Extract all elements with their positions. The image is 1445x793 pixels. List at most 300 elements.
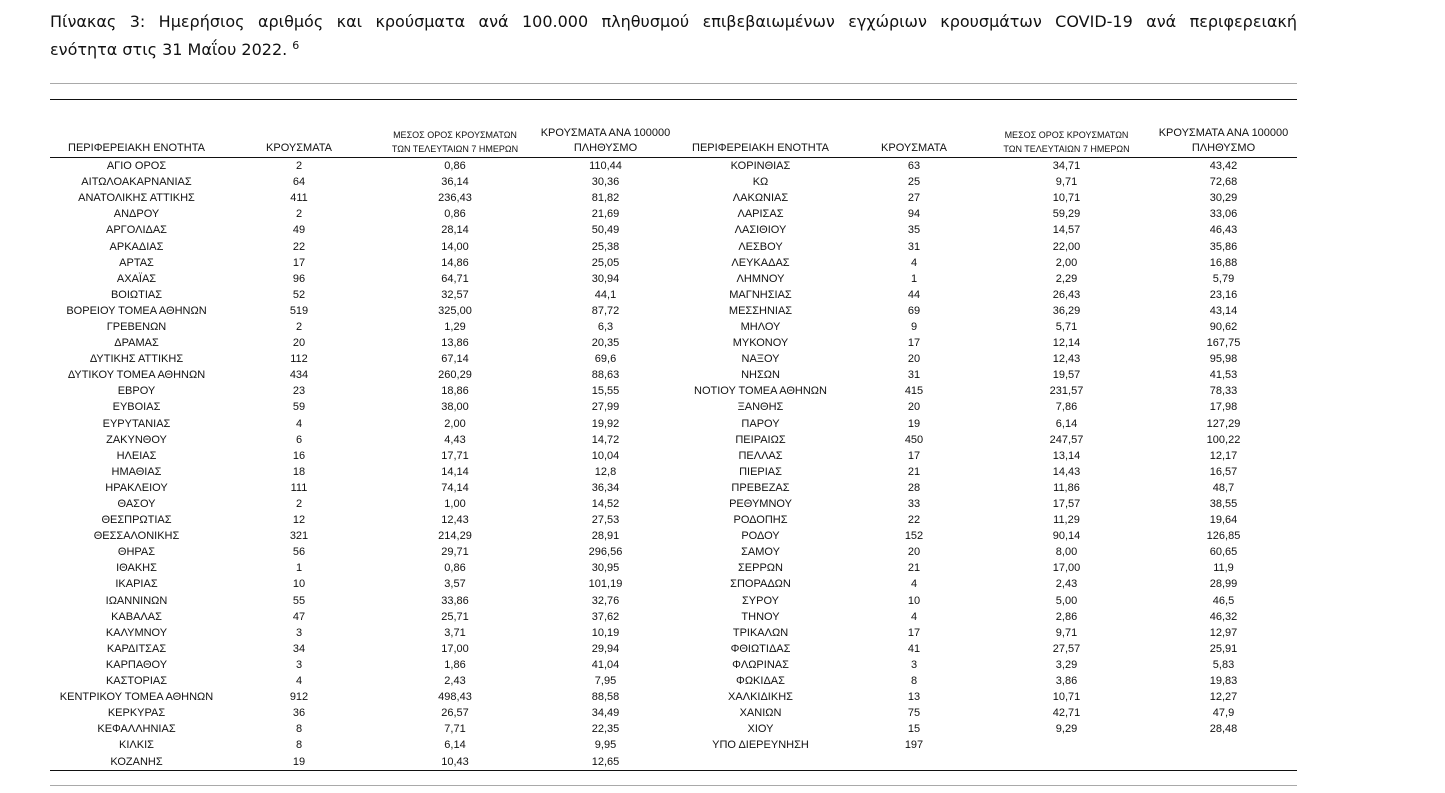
left-avg-7day-cell: 2,43 (444, 675, 466, 688)
left-cases-cell: 20 (292, 337, 306, 350)
table-row (50, 206, 1297, 222)
left-region-cell: ΘΕΣΣΑΛΟΝΙΚΗΣ (93, 530, 180, 543)
left-region-cell: ΚΕΝΤΡΙΚΟΥ ΤΟΜΕΑ ΑΘΗΝΩΝ (59, 691, 214, 704)
left-per-100k-cell: 87,72 (591, 304, 620, 317)
right-per-100k-cell: 41,53 (1209, 369, 1238, 382)
header-cases-left-label: ΚΡΟΥΣΜΑΤΑ (266, 142, 332, 154)
right-cases-cell: 94 (907, 208, 921, 221)
table-row (50, 222, 1297, 238)
right-cases-cell: 20 (907, 401, 921, 414)
table-row (50, 609, 1297, 625)
left-per-100k-cell: 41,04 (591, 658, 620, 671)
right-cases-cell: 28 (907, 481, 921, 494)
left-avg-7day-cell: 4,43 (444, 433, 466, 446)
right-cases-cell: 33 (907, 498, 921, 511)
header-region-left-label: ΠΕΡΙΦΕΡΕΙΑΚΗ ΕΝΟΤΗΤΑ (68, 142, 205, 154)
right-region-cell: ΛΑΚΩΝΙΑΣ (732, 192, 789, 205)
right-per-100k-cell: 46,43 (1209, 224, 1238, 237)
left-region-cell: ΕΒΡΟΥ (117, 385, 156, 398)
right-avg-7day-cell: 22,00 (1052, 240, 1081, 253)
left-region-cell: ΔΡΑΜΑΣ (114, 337, 159, 350)
right-avg-7day-cell: 5,71 (1055, 320, 1078, 333)
right-cases-cell: 4 (910, 256, 918, 269)
right-avg-7day-cell: 2,43 (1055, 578, 1078, 591)
left-region-cell: ΒΟΙΩΤΙΑΣ (110, 288, 163, 301)
left-region-cell: ΑΓΙΟ ΟΡΟΣ (106, 160, 167, 173)
right-avg-7day-cell: 6,14 (1055, 417, 1078, 430)
left-cases-cell: 17 (292, 256, 306, 269)
left-per-100k-cell: 19,92 (591, 417, 620, 430)
left-region-cell: ΔΥΤΙΚΗΣ ΑΤΤΙΚΗΣ (89, 353, 184, 366)
right-per-100k-cell: 33,06 (1209, 208, 1238, 221)
left-region-cell: ΗΡΑΚΛΕΙΟΥ (105, 481, 168, 494)
left-region-cell: ΙΩΑΝΝΙΝΩΝ (105, 594, 168, 607)
left-cases-cell: 47 (292, 610, 306, 623)
table-header-row (50, 124, 1297, 158)
right-cases-cell: 15 (907, 723, 921, 736)
left-region-cell: ΚΟΖΑΝΗΣ (110, 755, 163, 768)
left-per-100k-cell: 14,52 (591, 498, 620, 511)
right-cases-cell: 31 (907, 369, 921, 382)
left-region-cell: ΘΗΡΑΣ (117, 546, 156, 559)
right-avg-7day-cell: 13,14 (1052, 449, 1081, 462)
left-avg-7day-cell: 10,43 (441, 755, 469, 768)
table-row (50, 367, 1297, 383)
right-region-cell: ΛΕΥΚΑΔΑΣ (731, 256, 790, 269)
left-cases-cell: 64 (292, 176, 306, 189)
header-avg7d-right-line1: ΜΕΣΟΣ ΟΡΟΣ ΚΡΟΥΣΜΑΤΩΝ (1004, 130, 1129, 140)
left-cases-cell: 55 (292, 594, 306, 607)
left-per-100k-cell: 28,91 (591, 530, 620, 543)
right-avg-7day-cell: 26,43 (1052, 288, 1081, 301)
table-row (50, 593, 1297, 609)
right-region-cell: ΦΘΙΩΤΙΔΑΣ (730, 642, 791, 655)
right-region-cell: ΣΑΜΟΥ (741, 546, 780, 559)
left-region-cell: ΚΑΣΤΟΡΙΑΣ (105, 675, 168, 688)
left-avg-7day-cell: 14,00 (441, 240, 469, 253)
left-per-100k-cell: 12,8 (594, 465, 617, 478)
left-avg-7day-cell: 38,00 (441, 401, 469, 414)
right-cases-cell: 27 (907, 192, 921, 205)
right-cases-cell: 35 (907, 224, 921, 237)
left-per-100k-cell: 34,49 (591, 707, 620, 720)
right-avg-7day-cell: 10,71 (1052, 691, 1081, 704)
left-cases-cell: 10 (292, 578, 306, 591)
left-region-cell: ΗΛΕΙΑΣ (116, 449, 157, 462)
left-avg-7day-cell: 325,00 (438, 304, 472, 317)
right-region-cell: ΞΑΝΘΗΣ (737, 401, 784, 414)
right-avg-7day-cell: 12,43 (1052, 353, 1081, 366)
right-cases-cell: 1 (910, 272, 918, 285)
right-avg-7day-cell: 27,57 (1052, 642, 1081, 655)
top-gray-rule (50, 83, 1297, 84)
left-per-100k-cell: 27,53 (591, 514, 620, 527)
header-avg7d-left (375, 124, 535, 158)
right-region-cell: ΛΕΣΒΟΥ (738, 240, 783, 253)
right-region-cell: ΚΟΡΙΝΘΙΑΣ (730, 160, 791, 173)
right-avg-7day-cell: 11,29 (1053, 514, 1080, 527)
left-per-100k-cell: 50,49 (591, 224, 620, 237)
right-per-100k-cell: 19,64 (1209, 514, 1238, 527)
right-cases-cell: 415 (904, 385, 924, 398)
right-cases-cell: 31 (907, 240, 921, 253)
right-cases-cell: 22 (907, 514, 921, 527)
right-region-cell: ΚΩ (752, 176, 769, 189)
left-per-100k-cell: 296,56 (588, 546, 623, 559)
left-cases-cell: 519 (289, 304, 309, 317)
left-avg-7day-cell: 14,86 (441, 256, 469, 269)
right-avg-7day-cell: 17,00 (1052, 562, 1081, 575)
left-avg-7day-cell: 74,14 (441, 481, 469, 494)
header-region-right (676, 124, 845, 158)
table-row (50, 303, 1297, 319)
right-cases-cell: 197 (904, 739, 924, 752)
right-avg-7day-cell: 10,71 (1052, 192, 1081, 205)
left-per-100k-cell: 30,36 (591, 176, 620, 189)
header-avg7d-right-line2: ΤΩΝ ΤΕΛΕΥΤΑΙΩΝ 7 ΗΜΕΡΩΝ (1003, 144, 1130, 154)
left-cases-cell: 34 (292, 642, 306, 655)
left-cases-cell: 8 (295, 723, 303, 736)
covid-cases-table (50, 124, 1297, 771)
header-region-right-label: ΠΕΡΙΦΕΡΕΙΑΚΗ ΕΝΟΤΗΤΑ (692, 142, 829, 154)
right-cases-cell: 69 (907, 304, 921, 317)
left-avg-7day-cell: 7,71 (444, 723, 466, 736)
right-cases-cell: 20 (907, 546, 921, 559)
header-per100k-right (1150, 124, 1297, 158)
left-region-cell: ΚΙΛΚΙΣ (119, 739, 154, 752)
left-avg-7day-cell: 2,00 (444, 417, 466, 430)
right-avg-7day-cell: 231,57 (1049, 385, 1084, 398)
table-caption (50, 8, 1297, 64)
table-row (50, 544, 1297, 560)
left-region-cell: ΑΡΓΟΛΙΔΑΣ (106, 224, 167, 237)
header-per100k-left-line2: ΠΛΗΘΥΣΜΟ (573, 142, 638, 154)
right-per-100k-cell: 46,32 (1209, 610, 1238, 623)
right-cases-cell: 21 (907, 562, 921, 575)
right-avg-7day-cell: 8,00 (1055, 546, 1078, 559)
left-avg-7day-cell: 3,57 (444, 578, 466, 591)
left-region-cell: ΑΝΔΡΟΥ (113, 208, 160, 221)
left-region-cell: ΕΥΡΥΤΑΝΙΑΣ (102, 417, 171, 430)
left-avg-7day-cell: 260,29 (438, 369, 472, 382)
left-per-100k-cell: 12,65 (591, 755, 620, 768)
right-avg-7day-cell: 17,57 (1052, 498, 1081, 511)
table-row (50, 480, 1297, 496)
left-avg-7day-cell: 67,14 (441, 353, 469, 366)
header-cases-right-label: ΚΡΟΥΣΜΑΤΑ (881, 142, 947, 154)
left-region-cell: ΙΚΑΡΙΑΣ (115, 578, 158, 591)
right-cases-cell (845, 753, 983, 770)
left-avg-7day-cell: 1,29 (444, 320, 466, 333)
right-per-100k-cell (1150, 753, 1297, 770)
left-region-cell: ΚΕΦΑΛΛΗΝΙΑΣ (97, 723, 176, 736)
table-row (50, 255, 1297, 271)
right-cases-cell: 450 (904, 433, 924, 446)
right-per-100k-cell: 30,29 (1209, 192, 1238, 205)
right-region-cell: ΜΗΛΟΥ (740, 320, 781, 333)
left-region-cell: ΖΑΚΥΝΘΟΥ (106, 433, 167, 446)
left-avg-7day-cell: 33,86 (441, 594, 469, 607)
left-avg-7day-cell: 13,86 (441, 337, 469, 350)
right-region-cell: ΡΟΔΟΠΗΣ (733, 514, 788, 527)
right-region-cell: ΧΙΟΥ (747, 723, 774, 736)
header-avg7d-left-line1: ΜΕΣΟΣ ΟΡΟΣ ΚΡΟΥΣΜΑΤΩΝ (393, 130, 517, 140)
table-row (50, 416, 1297, 432)
right-cases-cell: 21 (907, 465, 921, 478)
left-per-100k-cell: 101,19 (588, 578, 623, 591)
left-per-100k-cell: 37,62 (591, 610, 620, 623)
left-cases-cell: 22 (292, 240, 306, 253)
right-cases-cell: 9 (910, 320, 918, 333)
left-avg-7day-cell: 1,86 (444, 658, 466, 671)
right-avg-7day-cell: 9,71 (1055, 626, 1078, 639)
right-per-100k-cell: 167,75 (1206, 337, 1241, 350)
table-row (50, 158, 1297, 175)
right-cases-cell: 13 (907, 691, 921, 704)
right-avg-7day-cell: 2,29 (1055, 272, 1078, 285)
right-avg-7day-cell: 12,14 (1052, 337, 1081, 350)
right-per-100k-cell: 38,55 (1209, 498, 1238, 511)
left-per-100k-cell: 30,95 (591, 562, 620, 575)
right-per-100k-cell: 5,83 (1212, 658, 1235, 671)
right-per-100k-cell: 28,99 (1209, 578, 1238, 591)
left-per-100k-cell: 7,95 (594, 675, 617, 688)
right-region-cell: ΛΗΜΝΟΥ (736, 272, 785, 285)
header-cases-right (845, 124, 983, 158)
right-avg-7day-cell: 11,86 (1053, 481, 1080, 494)
left-cases-cell: 23 (292, 385, 306, 398)
right-per-100k-cell: 23,16 (1209, 288, 1238, 301)
right-region-cell: ΛΑΣΙΘΙΟΥ (734, 224, 787, 237)
left-cases-cell: 16 (292, 449, 306, 462)
right-per-100k-cell: 90,62 (1209, 320, 1238, 333)
right-avg-7day-cell: 14,57 (1052, 224, 1081, 237)
left-region-cell: ΑΡΚΑΔΙΑΣ (109, 240, 164, 253)
left-cases-cell: 3 (295, 626, 303, 639)
left-cases-cell: 4 (295, 675, 303, 688)
header-per100k-right-line1: ΚΡΟΥΣΜΑΤΑ ΑΝΑ 100000 (1158, 127, 1289, 139)
caption-line-2 (50, 36, 1297, 64)
left-avg-7day-cell: 18,86 (441, 385, 469, 398)
left-region-cell: ΙΘΑΚΗΣ (116, 562, 157, 575)
left-cases-cell: 2 (295, 208, 303, 221)
right-cases-cell: 19 (907, 417, 921, 430)
left-per-100k-cell: 10,04 (591, 449, 620, 462)
table-row (50, 448, 1297, 464)
left-cases-cell: 56 (292, 546, 306, 559)
left-per-100k-cell: 25,38 (591, 240, 620, 253)
right-region-cell: ΤΡΙΚΑΛΩΝ (732, 626, 789, 639)
right-per-100k-cell: 127,29 (1206, 417, 1241, 430)
right-avg-7day-cell: 19,57 (1052, 369, 1081, 382)
right-region-cell: ΣΥΡΟΥ (741, 594, 779, 607)
left-per-100k-cell: 21,69 (591, 208, 620, 221)
left-avg-7day-cell: 498,43 (438, 691, 472, 704)
left-per-100k-cell: 9,95 (594, 739, 617, 752)
table-row (50, 576, 1297, 592)
right-avg-7day-cell (983, 737, 1150, 753)
top-black-rule (50, 99, 1297, 100)
left-region-cell: ΚΑΡΔΙΤΣΑΣ (106, 642, 167, 655)
right-avg-7day-cell: 5,00 (1055, 594, 1078, 607)
right-cases-cell: 10 (907, 594, 921, 607)
right-avg-7day-cell: 7,86 (1055, 401, 1078, 414)
right-per-100k-cell: 11,9 (1213, 562, 1234, 575)
right-region-cell: ΠΕΙΡΑΙΩΣ (735, 433, 786, 446)
right-per-100k-cell: 48,7 (1212, 481, 1235, 494)
right-region-cell: ΠΕΛΛΑΣ (738, 449, 783, 462)
table-row (50, 753, 1297, 770)
left-per-100k-cell: 27,99 (591, 401, 620, 414)
right-per-100k-cell: 47,9 (1212, 707, 1235, 720)
right-avg-7day-cell: 9,29 (1055, 723, 1078, 736)
table-row (50, 399, 1297, 415)
right-cases-cell: 152 (904, 530, 924, 543)
left-cases-cell: 112 (290, 353, 308, 366)
right-avg-7day-cell: 36,29 (1052, 304, 1081, 317)
left-cases-cell: 52 (292, 288, 306, 301)
header-region-left (50, 124, 223, 158)
left-per-100k-cell: 6,3 (597, 320, 614, 333)
right-cases-cell: 3 (910, 658, 918, 671)
table-row (50, 705, 1297, 721)
right-per-100k-cell: 95,98 (1209, 353, 1238, 366)
left-avg-7day-cell: 36,14 (441, 176, 469, 189)
left-per-100k-cell: 20,35 (591, 337, 620, 350)
left-avg-7day-cell: 12,43 (441, 514, 469, 527)
left-region-cell: ΑΝΑΤΟΛΙΚΗΣ ΑΤΤΙΚΗΣ (78, 192, 195, 205)
left-cases-cell: 2 (295, 498, 303, 511)
left-region-cell: ΚΑΛΥΜΝΟΥ (105, 626, 168, 639)
right-avg-7day-cell: 3,29 (1055, 658, 1078, 671)
right-region-cell: ΧΑΛΚΙΔΙΚΗΣ (728, 691, 793, 704)
left-region-cell: ΒΟΡΕΙΟΥ ΤΟΜΕΑ ΑΘΗΝΩΝ (66, 304, 207, 317)
right-per-100k-cell: 100,22 (1206, 433, 1241, 446)
right-per-100k-cell: 12,97 (1209, 626, 1238, 639)
left-cases-cell: 4 (295, 417, 303, 430)
right-region-cell: ΝΟΤΙΟΥ ΤΟΜΕΑ ΑΘΗΝΩΝ (694, 385, 827, 398)
header-per100k-right-line2: ΠΛΗΘΥΣΜΟ (1191, 142, 1256, 154)
right-per-100k-cell: 126,85 (1206, 530, 1241, 543)
right-region-cell: ΣΕΡΡΩΝ (738, 562, 783, 575)
table-row (50, 464, 1297, 480)
left-per-100k-cell: 32,76 (591, 594, 620, 607)
table-row (50, 657, 1297, 673)
right-region-cell: ΥΠΟ ΔΙΕΡΕΥΝΗΣΗ (712, 739, 809, 752)
left-region-cell: ΑΙΤΩΛΟΑΚΑΡΝΑΝΙΑΣ (81, 176, 192, 189)
footnote-reference: 6 (292, 39, 300, 52)
left-cases-cell: 912 (289, 691, 309, 704)
right-avg-7day-cell: 34,71 (1052, 160, 1081, 173)
right-region-cell: ΝΗΣΩΝ (741, 369, 780, 382)
left-avg-7day-cell: 32,57 (441, 288, 469, 301)
table-row (50, 512, 1297, 528)
left-cases-cell: 59 (292, 401, 306, 414)
caption-line-2-text: ενότητα στις 31 Μαΐου 2022. (50, 40, 288, 59)
left-avg-7day-cell: 17,00 (441, 642, 469, 655)
right-region-cell: ΣΠΟΡΑΔΩΝ (730, 578, 791, 591)
right-region-cell: ΠΑΡΟΥ (741, 417, 780, 430)
left-region-cell: ΗΜΑΘΙΑΣ (111, 465, 162, 478)
right-per-100k-cell: 60,65 (1209, 546, 1238, 559)
right-avg-7day-cell: 2,00 (1055, 256, 1078, 269)
right-per-100k-cell: 12,17 (1209, 449, 1238, 462)
left-avg-7day-cell: 6,14 (444, 739, 466, 752)
table-row (50, 737, 1297, 753)
right-per-100k-cell: 16,88 (1209, 256, 1238, 269)
right-per-100k-cell: 5,79 (1212, 272, 1235, 285)
right-avg-7day-cell: 247,57 (1049, 433, 1084, 446)
left-per-100k-cell: 81,82 (591, 192, 620, 205)
left-region-cell: ΚΑΒΑΛΑΣ (111, 610, 162, 623)
right-per-100k-cell: 28,48 (1209, 723, 1238, 736)
right-avg-7day-cell: 42,71 (1052, 707, 1081, 720)
left-cases-cell: 96 (292, 272, 306, 285)
left-cases-cell: 321 (289, 530, 309, 543)
right-region-cell: ΝΑΞΟΥ (741, 353, 780, 366)
left-region-cell: ΚΑΡΠΑΘΟΥ (105, 658, 168, 671)
table-row (50, 432, 1297, 448)
left-cases-cell: 19 (292, 755, 306, 768)
right-avg-7day-cell: 59,29 (1052, 208, 1081, 221)
table-row (50, 689, 1297, 705)
left-cases-cell: 111 (290, 481, 308, 494)
bottom-gray-rule (50, 785, 1297, 786)
left-per-100k-cell: 25,05 (591, 256, 620, 269)
right-per-100k-cell: 35,86 (1209, 240, 1238, 253)
right-avg-7day-cell: 14,43 (1052, 465, 1081, 478)
right-region-cell: ΦΩΚΙΔΑΣ (736, 675, 785, 688)
right-region-cell: ΜΥΚΟΝΟΥ (732, 337, 789, 350)
table-row (50, 625, 1297, 641)
header-per100k-left (535, 124, 676, 158)
left-per-100k-cell: 30,94 (591, 272, 620, 285)
left-region-cell: ΘΑΣΟΥ (117, 498, 156, 511)
left-per-100k-cell: 22,35 (591, 723, 620, 736)
left-per-100k-cell: 44,1 (594, 288, 617, 301)
right-region-cell: ΦΛΩΡΙΝΑΣ (732, 658, 789, 671)
left-cases-cell: 8 (295, 739, 303, 752)
right-cases-cell: 8 (910, 675, 918, 688)
left-cases-cell: 2 (295, 320, 303, 333)
right-region-cell: ΡΟΔΟΥ (741, 530, 780, 543)
table-row (50, 271, 1297, 287)
left-region-cell: ΑΡΤΑΣ (119, 256, 154, 269)
right-region-cell (676, 753, 845, 770)
right-cases-cell: 63 (907, 160, 921, 173)
table-row (50, 351, 1297, 367)
right-per-100k-cell: 12,27 (1209, 691, 1238, 704)
right-per-100k-cell (1150, 737, 1297, 753)
right-region-cell: ΛΑΡΙΣΑΣ (737, 208, 784, 221)
left-cases-cell: 49 (292, 224, 306, 237)
left-avg-7day-cell: 64,71 (441, 272, 469, 285)
left-per-100k-cell: 110,44 (589, 160, 622, 173)
left-per-100k-cell: 36,34 (591, 481, 620, 494)
table-row (50, 174, 1297, 190)
left-per-100k-cell: 88,63 (591, 369, 620, 382)
right-per-100k-cell: 25,91 (1209, 642, 1238, 655)
table-row (50, 335, 1297, 351)
left-avg-7day-cell: 0,86 (444, 562, 466, 575)
right-per-100k-cell: 16,57 (1209, 465, 1238, 478)
left-cases-cell: 3 (295, 658, 303, 671)
right-avg-7day-cell: 2,86 (1055, 610, 1078, 623)
header-avg7d-right (983, 124, 1150, 158)
header-cases-left (223, 124, 375, 158)
left-region-cell: ΕΥΒΟΙΑΣ (112, 401, 161, 414)
header-per100k-left-line1: ΚΡΟΥΣΜΑΤΑ ΑΝΑ 100000 (540, 127, 671, 139)
